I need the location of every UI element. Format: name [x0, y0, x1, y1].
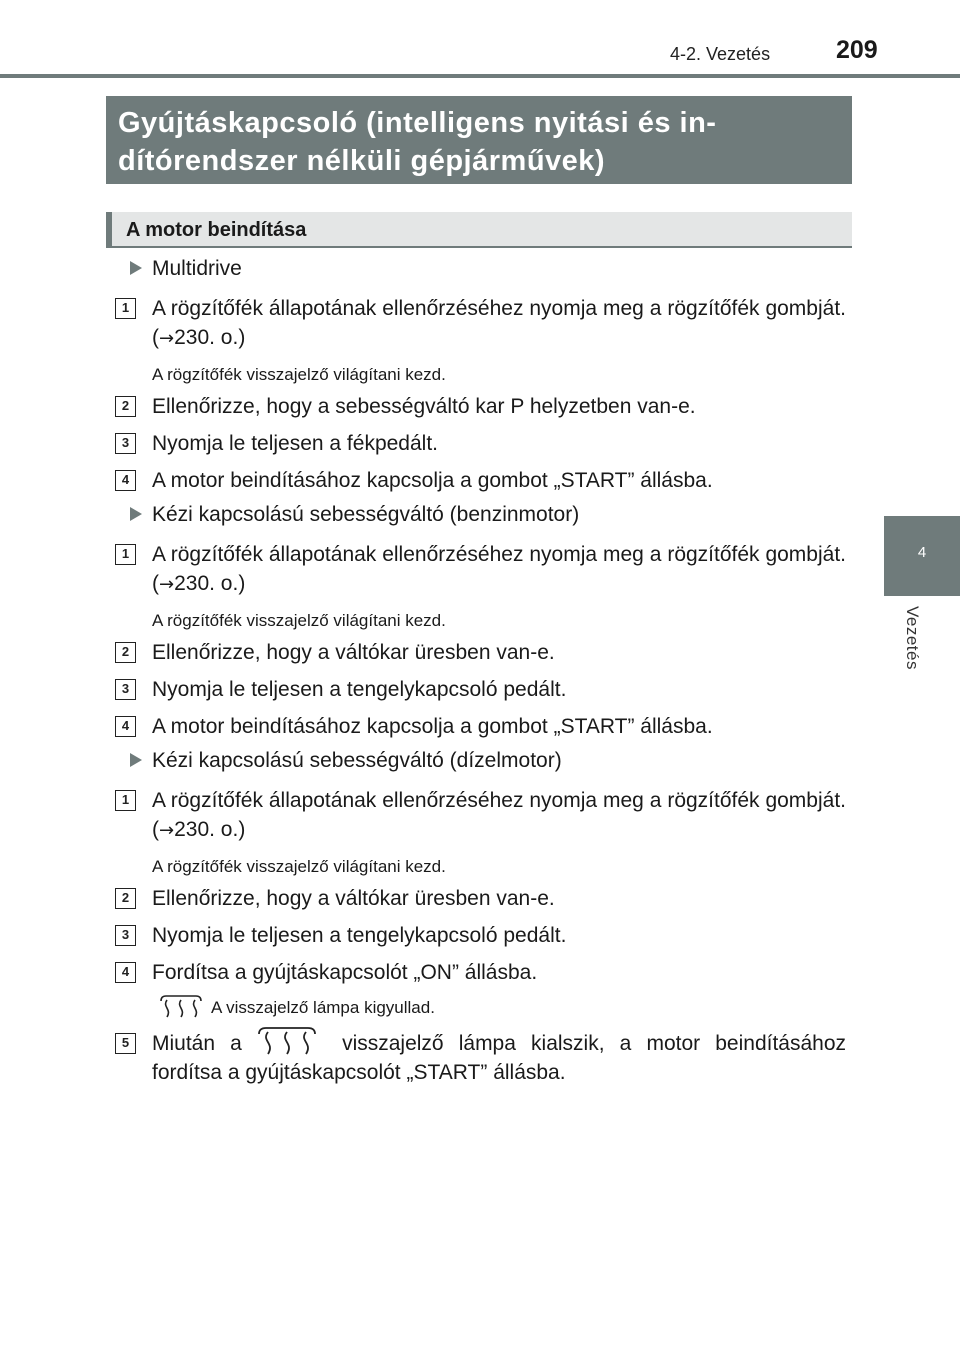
- step-text: A motor beindításához kapcsolja a gombot „START” állásba.: [152, 469, 713, 492]
- variant-heading-text: Kézi kapcsolású sebességváltó (dízelmotor): [152, 749, 562, 772]
- step-text: Ellenőrizze, hogy a váltókar üresben van-e.: [152, 887, 555, 910]
- step-number: 2: [115, 888, 136, 909]
- step-text-before-icon: Miután a: [152, 1032, 242, 1055]
- variant-heading-petrol: [130, 503, 579, 527]
- variant-heading-multidrive: [130, 257, 242, 281]
- step-note: A rögzítőfék visszajelző világítani kezd.: [152, 857, 446, 876]
- step-note: A rögzítőfék visszajelző világítani kezd.: [152, 365, 446, 384]
- triangle-bullet-icon: [130, 753, 142, 767]
- page-title-line-2: dítórendszer nélküli gépjárművek): [118, 145, 606, 177]
- step-number: 1: [115, 544, 136, 565]
- step-text: A motor beindításához kapcsolja a gombot „START” állásba.: [152, 715, 713, 738]
- step-number: 4: [115, 470, 136, 491]
- step-text-main: A rögzítőfék állapotának ellenőrzéséhez nyomja meg a rögzítőfék gombját. (: [152, 543, 846, 595]
- step-text: Ellenőrizze, hogy a váltókar üresben van-e.: [152, 641, 555, 664]
- page-reference: 230. o.): [174, 572, 246, 595]
- step-text: Nyomja le teljesen a tengelykapcsoló pedált.: [152, 924, 567, 947]
- section-label: 4-2. Vezetés: [670, 44, 771, 64]
- page-title: [106, 96, 852, 184]
- step-text-after-icon: visszajelző lámpa kialszik, a motor beindításához fordítsa a gyújtáskapcsolót „START” állásba.: [152, 1032, 847, 1084]
- step-text: Nyomja le teljesen a fékpedált.: [152, 432, 438, 455]
- page-reference: 230. o.): [174, 818, 246, 841]
- step-text: [152, 540, 846, 599]
- arrow-icon: →: [159, 820, 175, 841]
- variant-heading-diesel: [130, 749, 562, 773]
- arrow-icon: →: [159, 328, 175, 349]
- variant-heading-text: Multidrive: [152, 257, 242, 280]
- page-number: 209: [836, 36, 878, 64]
- step-number: 3: [115, 925, 136, 946]
- step-number: 1: [115, 298, 136, 319]
- step-note: A visszajelző lámpa kigyullad.: [211, 998, 435, 1017]
- glow-plug-indicator-icon: [158, 995, 204, 1019]
- page-title-line-1: Gyújtáskapcsoló (intelligens nyitási és in-: [118, 107, 717, 139]
- glow-plug-indicator-icon: [256, 1026, 318, 1056]
- arrow-icon: →: [159, 574, 175, 595]
- step-text-main: A rögzítőfék állapotának ellenőrzéséhez nyomja meg a rögzítőfék gombját. (: [152, 297, 846, 349]
- subheading: [106, 212, 852, 248]
- step-number: 5: [115, 1033, 136, 1054]
- triangle-bullet-icon: [130, 261, 142, 275]
- triangle-bullet-icon: [130, 507, 142, 521]
- step-number: 3: [115, 433, 136, 454]
- page-reference: 230. o.): [174, 326, 246, 349]
- chapter-tab: [884, 516, 960, 596]
- subheading-bar: [106, 212, 112, 246]
- step-number: 1: [115, 790, 136, 811]
- header-rule: [0, 74, 960, 78]
- step-text: [152, 786, 846, 845]
- step-number: 2: [115, 396, 136, 417]
- step-text-main: A rögzítőfék állapotának ellenőrzéséhez nyomja meg a rögzítőfék gombját. (: [152, 789, 846, 841]
- step-text: [152, 294, 846, 353]
- variant-heading-text: Kézi kapcsolású sebességváltó (benzinmotor): [152, 503, 580, 526]
- step-number: 3: [115, 679, 136, 700]
- subheading-text: A motor beindítása: [126, 219, 307, 241]
- chapter-number: 4: [917, 544, 927, 561]
- step-number: 2: [115, 642, 136, 663]
- step-text: Ellenőrizze, hogy a sebességváltó kar P helyzetben van-e.: [152, 395, 696, 418]
- step-number: 4: [115, 962, 136, 983]
- chapter-title: Vezetés: [903, 606, 922, 670]
- step-number: 4: [115, 716, 136, 737]
- step-text: Fordítsa a gyújtáskapcsolót „ON” állásba.: [152, 961, 538, 984]
- step-note: A rögzítőfék visszajelző világítani kezd.: [152, 611, 446, 630]
- step-text: Nyomja le teljesen a tengelykapcsoló pedált.: [152, 678, 567, 701]
